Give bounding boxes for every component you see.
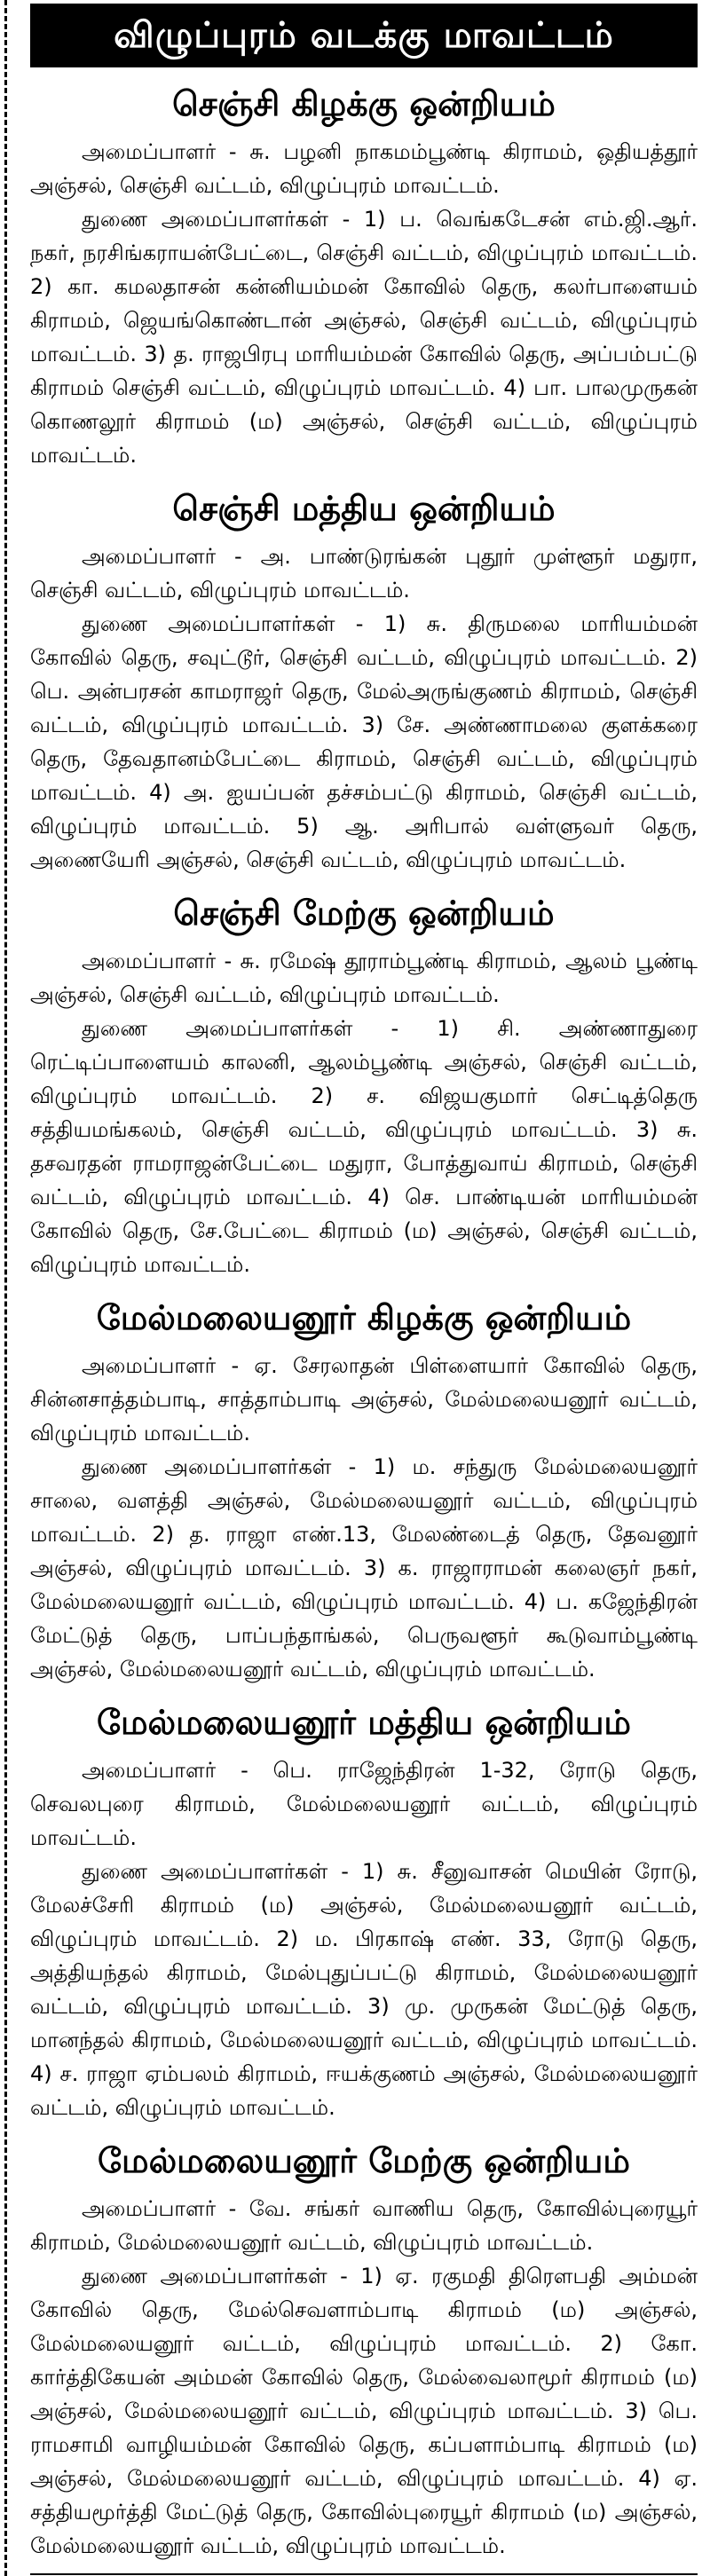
- deputies-paragraph: துணை அமைப்பாளர்கள் - 1) ப. வெங்கடேசன் எம்.ஜி.ஆர். நகர், நரசிங்கராயன்பேட்டை, செஞ்சி வட்டம், விழுப்புரம் மாவட்டம். 2) கா. கமலதாசன் கன்னியம்மன் கோவில் தெரு, கலர்பாளையம் கிராமம், ஜெயங்கொண்டான் அஞ்சல், செஞ்சி வட்டம், விழுப்புரம் மாவட்டம். 3) த. ராஜபிரபு மாரியம்மன் கோவில் தெரு, அப்பம்பட்டு கிராமம் செஞ்சி வட்டம், விழுப்புரம் மாவட்டம். 4) பா. பாலமுருகன் கொணலூர் கிராமம் (ம) அஞ்சல், செஞ்சி வட்டம், விழுப்புரம் மாவட்டம்.: [30, 207, 698, 468]
- organiser-paragraph: அமைப்பாளர் - சு. ரமேஷ் தூராம்பூண்டி கிராமம், ஆலம் பூண்டி அஞ்சல், செஞ்சி வட்டம், விழுப்புரம் மாவட்டம்.: [30, 949, 698, 1007]
- section-title: மேல்மலையனூர் மத்திய ஒன்றியம்: [96, 1703, 632, 1742]
- section-title: செஞ்சி கிழக்கு ஒன்றியம்: [172, 84, 556, 123]
- organiser-paragraph: அமைப்பாளர் - அ. பாண்டுரங்கன் புதூர் முள்ளூர் மதுரா, செஞ்சி வட்டம், விழுப்புரம் மாவட்டம்.: [30, 544, 698, 603]
- section-senji-west: [30, 889, 698, 1281]
- section-melmalayanur-central: [30, 1698, 698, 2124]
- deputies-paragraph: துணை அமைப்பாளர்கள் - 1) சு. சீனுவாசன் மெயின் ரோடு, மேலச்சேரி கிராமம் (ம) அஞ்சல், மேல்மலையனூர் வட்டம், விழுப்புரம் மாவட்டம். 2) ம. பிரகாஷ் எண். 33, ரோடு தெரு, அத்தியந்தல் கிராமம், மேல்புதுப்பட்டு கிராமம், மேல்மலையனூர் வட்டம், விழுப்புரம் மாவட்டம். 3) மு. முருகன் மேட்டுத் தெரு, மானந்தல் கிராமம், மேல்மலையனூர் வட்டம், விழுப்புரம் மாவட்டம். 4) ச. ராஜா ஏம்பலம் கிராமம், ஈயக்குணம் அஞ்சல், மேல்மலையனூர் வட்டம், விழுப்புரம் மாவட்டம்.: [30, 1859, 698, 2120]
- organiser-paragraph: அமைப்பாளர் - ஏ. சேரலாதன் பிள்ளையார் கோவில் தெரு, சின்னசாத்தம்பாடி, சாத்தாம்பாடி அஞ்சல், மேல்மலையனூர் வட்டம், விழுப்புரம் மாவட்டம்.: [30, 1353, 698, 1446]
- section-title: மேல்மலையனூர் மேற்கு ஒன்றியம்: [98, 2141, 630, 2180]
- section-title: மேல்மலையனூர் கிழக்கு ஒன்றியம்: [96, 1298, 632, 1337]
- newspaper-column: [30, 4, 698, 2575]
- organiser-paragraph: அமைப்பாளர் - வே. சங்கர் வாணிய தெரு, கோவில்புரையூர் கிராமம், மேல்மலையனூர் வட்டம், விழுப்புரம் மாவட்டம்.: [30, 2196, 698, 2255]
- deputies-paragraph: துணை அமைப்பாளர்கள் - 1) ஏ. ரகுமதி திரௌபதி அம்மன் கோவில் தெரு, மேல்செவளாம்பாடி கிராமம் (ம) அஞ்சல், மேல்மலையனூர் வட்டம், விழுப்புரம் மாவட்டம். 2) கோ. கார்த்திகேயன் அம்மன் கோவில் தெரு, மேல்வைலாமூர் கிராமம் (ம) அஞ்சல், மேல்மலையனூர் வட்டம், விழுப்புரம் மாவட்டம். 3) பெ. ராமசாமி வாழியம்மன் கோவில் தெரு, கப்பளாம்பாடி கிராமம் (ம) அஞ்சல், மேல்மலையனூர் வட்டம், விழுப்புரம் மாவட்டம். 4) ஏ. சத்தியமூர்த்தி மேட்டுத் தெரு, கோவில்புரையூர் கிராமம் (ம) அஞ்சல், மேல்மலையனூர் வட்டம், விழுப்புரம் மாவட்டம்.: [30, 2264, 698, 2558]
- section-title: செஞ்சி மேற்கு ஒன்றியம்: [173, 894, 555, 933]
- section-senji-east: [30, 80, 698, 472]
- district-title-banner: விழுப்புரம் வடக்கு மாவட்டம்: [30, 4, 698, 67]
- organiser-paragraph: அமைப்பாளர் - சு. பழனி நாகமம்பூண்டி கிராமம், ஒதியத்தூர் அஞ்சல், செஞ்சி வட்டம், விழுப்புரம் மாவட்டம்.: [30, 139, 698, 198]
- deputies-paragraph: துணை அமைப்பாளர்கள் - 1) சி. அண்ணாதுரை ரெட்டிப்பாளையம் காலனி, ஆலம்பூண்டி அஞ்சல், செஞ்சி வட்டம், விழுப்புரம் மாவட்டம். 2) ச. விஜயகுமார் செட்டித்தெரு சத்தியமங்கலம், செஞ்சி வட்டம், விழுப்புரம் மாவட்டம். 3) சு. தசவரதன் ராமராஜன்பேட்டை மதுரா, போத்துவாய் கிராமம், செஞ்சி வட்டம், விழுப்புரம் மாவட்டம். 4) செ. பாண்டியன் மாரியம்மன் கோவில் தெரு, சே.பேட்டை கிராமம் (ம) அஞ்சல், செஞ்சி வட்டம், விழுப்புரம் மாவட்டம்.: [30, 1016, 698, 1277]
- dashed-cut-line: [4, 0, 7, 2576]
- section-senji-central: [30, 484, 698, 877]
- deputies-paragraph: துணை அமைப்பாளர்கள் - 1) ம. சந்துரு மேல்மலையனூர் சாலை, வளத்தி அஞ்சல், மேல்மலையனூர் வட்டம், விழுப்புரம் மாவட்டம். 2) த. ராஜா எண்.13, மேலண்டைத் தெரு, தேவனூர் அஞ்சல், விழுப்புரம் மாவட்டம். 3) க. ராஜாராமன் கலைஞர் நகர், மேல்மலையனூர் வட்டம், விழுப்புரம் மாவட்டம். 4) ப. கஜேந்திரன் மேட்டுத் தெரு, பாப்பந்தாங்கல், பெருவளூர் கூடுவாம்பூண்டி அஞ்சல், மேல்மலையனூர் வட்டம், விழுப்புரம் மாவட்டம்.: [30, 1454, 698, 1682]
- section-melmalayanur-west: [30, 2137, 698, 2563]
- section-title: செஞ்சி மத்திய ஒன்றியம்: [172, 489, 556, 528]
- bottom-rule: [30, 2573, 698, 2575]
- deputies-paragraph: துணை அமைப்பாளர்கள் - 1) சு. திருமலை மாரியம்மன் கோவில் தெரு, சவுட்டூர், செஞ்சி வட்டம், விழுப்புரம் மாவட்டம். 2) பெ. அன்பரசன் காமராஜர் தெரு, மேல்அருங்குணம் கிராமம், செஞ்சி வட்டம், விழுப்புரம் மாவட்டம். 3) சே. அண்ணாமலை குளக்கரை தெரு, தேவதானம்பேட்டை கிராமம், செஞ்சி வட்டம், விழுப்புரம் மாவட்டம். 4) அ. ஐயப்பன் தச்சம்பட்டு கிராமம், செஞ்சி வட்டம், விழுப்புரம் மாவட்டம். 5) ஆ. அரிபால் வள்ளுவர் தெரு, அணையேரி அஞ்சல், செஞ்சி வட்டம், விழுப்புரம் மாவட்டம்.: [30, 611, 698, 872]
- organiser-paragraph: அமைப்பாளர் - பெ. ராஜேந்திரன் 1-32, ரோடு தெரு, செவலபுரை கிராமம், மேல்மலையனூர் வட்டம், விழுப்புரம் மாவட்டம்.: [30, 1758, 698, 1850]
- section-melmalayanur-east: [30, 1294, 698, 1686]
